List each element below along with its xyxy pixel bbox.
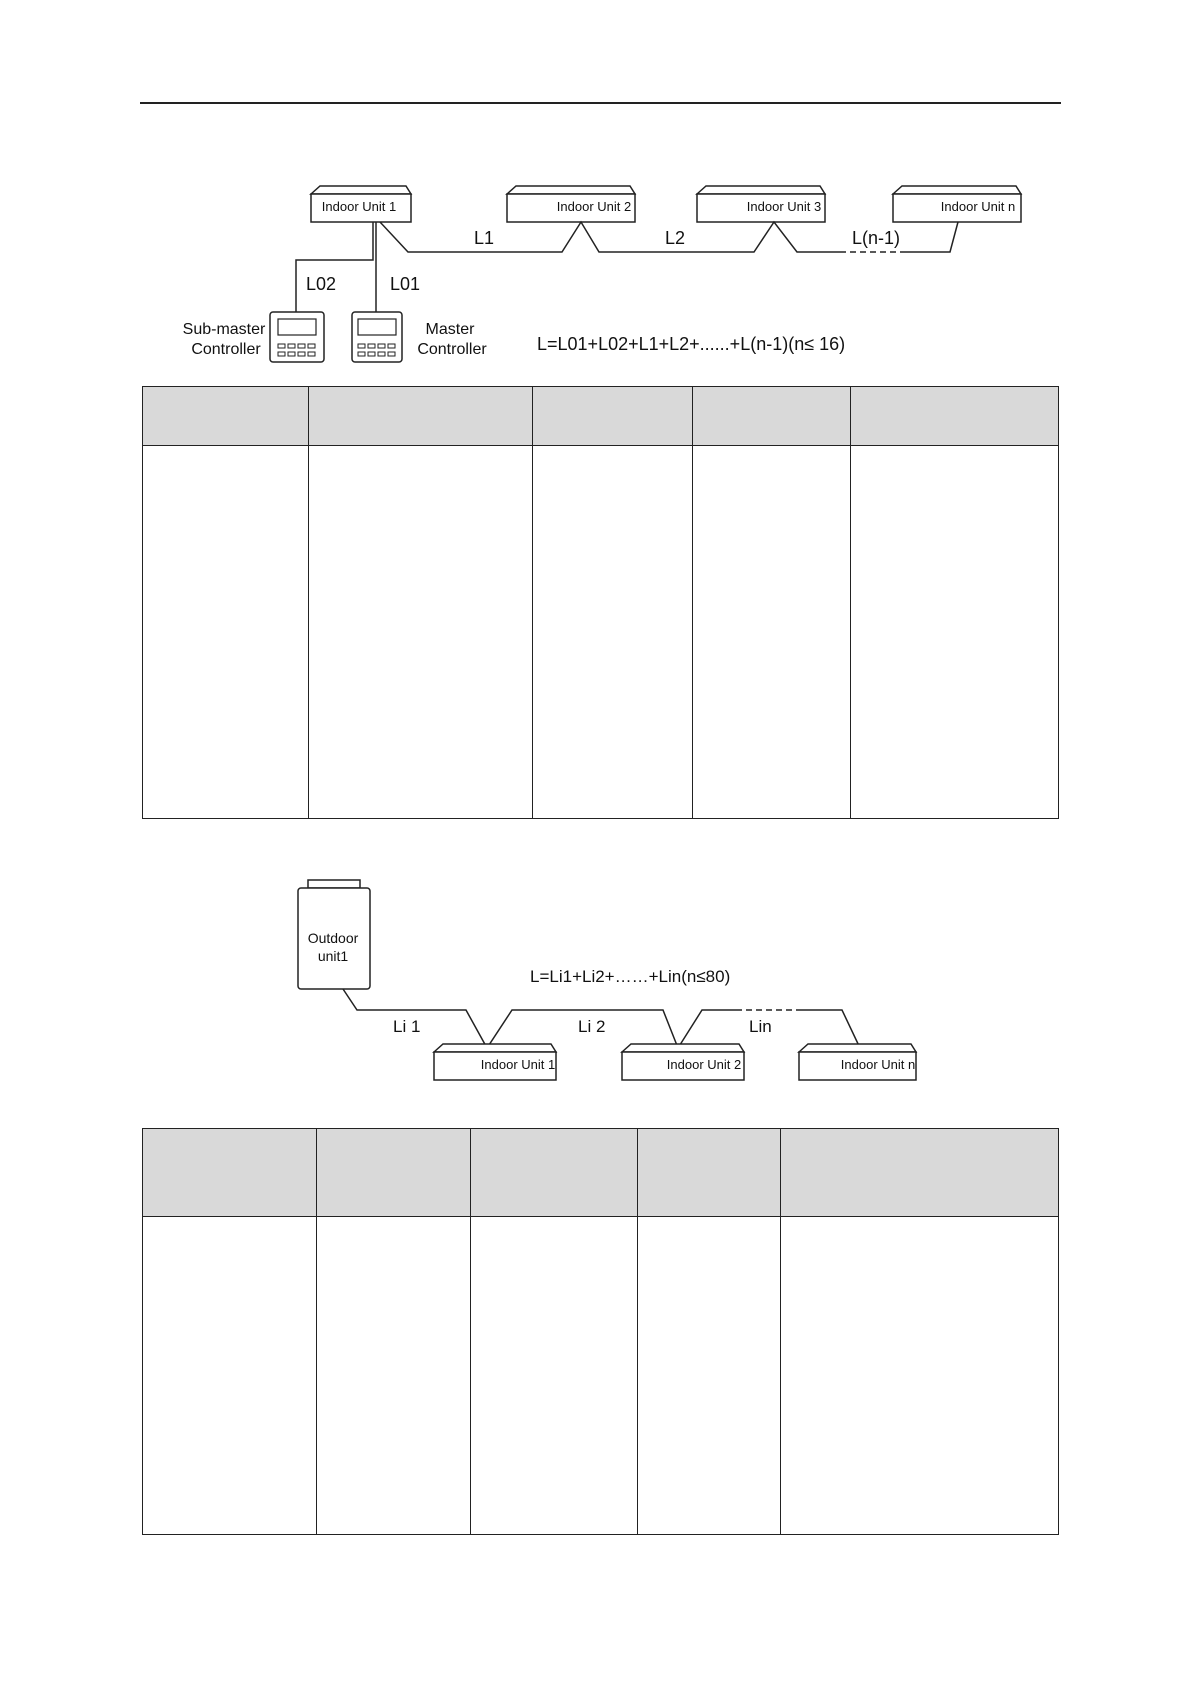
length-formula: L=L01+L02+L1+L2+......+L(n-1)(n≤ 16) [537,334,846,354]
wiring-spec-table-2 [142,1128,1059,1535]
indoor-unit-box [697,186,825,222]
table-cell [693,446,851,819]
table-cell [309,446,533,819]
branch-label: L02 [306,274,337,294]
segment-label: L(n-1) [852,228,901,248]
table-header-cell [143,387,309,446]
table-cell [781,1217,1059,1535]
segment-label: Li 2 [578,1017,606,1036]
controller-wiring-diagram [0,0,1191,380]
table-header-cell [693,387,851,446]
sub-master-label: Sub-master [182,321,266,338]
table-header-row [143,1129,1059,1217]
wiring-spec-table-1 [142,386,1059,819]
outdoor-label: Outdoor [307,930,359,946]
indoor-unit-box [434,1044,556,1080]
indoor-unit-box [311,186,411,222]
indoor-unit-label: Indoor Unit 1 [480,1057,556,1072]
master-label: Controller [417,341,487,358]
master-label: Master [425,321,475,338]
table-header-cell [533,387,693,446]
table-row [143,446,1059,819]
segment-label: L1 [474,228,495,248]
segment-label: Li 1 [393,1017,421,1036]
segment-label: Lin [749,1017,772,1036]
sub-master-label: Controller [191,341,261,358]
indoor-unit-label: Indoor Unit 2 [556,199,632,214]
table-header-cell [781,1129,1059,1217]
table-cell [143,446,309,819]
indoor-unit-label: Indoor Unit n [840,1057,916,1072]
table-header-cell [471,1129,638,1217]
table-cell [638,1217,781,1535]
table-header-cell [317,1129,471,1217]
master-controller-icon [352,312,402,362]
table-cell [143,1217,317,1535]
table-header-cell [143,1129,317,1217]
outdoor-unit-icon [298,880,370,989]
table-header-cell [638,1129,781,1217]
controller-wire [296,222,376,312]
outdoor-label: unit1 [317,948,349,964]
indoor-unit-box [799,1044,916,1080]
table-cell [851,446,1059,819]
indoor-unit-box [507,186,635,222]
table-header-cell [309,387,533,446]
indoor-unit-box [893,186,1021,222]
table-cell [533,446,693,819]
table-cell [317,1217,471,1535]
indoor-unit-box [622,1044,744,1080]
indoor-unit-label: Indoor Unit 3 [746,199,822,214]
branch-label: L01 [390,274,421,294]
sub-master-controller-icon [270,312,324,362]
outdoor-indoor-wiring-diagram [0,870,1191,1090]
table-cell [471,1217,638,1535]
segment-label: L2 [665,228,686,248]
indoor-unit-label: Indoor Unit 1 [321,199,397,214]
indoor-unit-label: Indoor Unit 2 [666,1057,742,1072]
table-row [143,1217,1059,1535]
indoor-unit-label: Indoor Unit n [940,199,1016,214]
table-header-row [143,387,1059,446]
length-formula: L=Li1+Li2+……+Lin(n≤80) [530,967,731,986]
table-header-cell [851,387,1059,446]
